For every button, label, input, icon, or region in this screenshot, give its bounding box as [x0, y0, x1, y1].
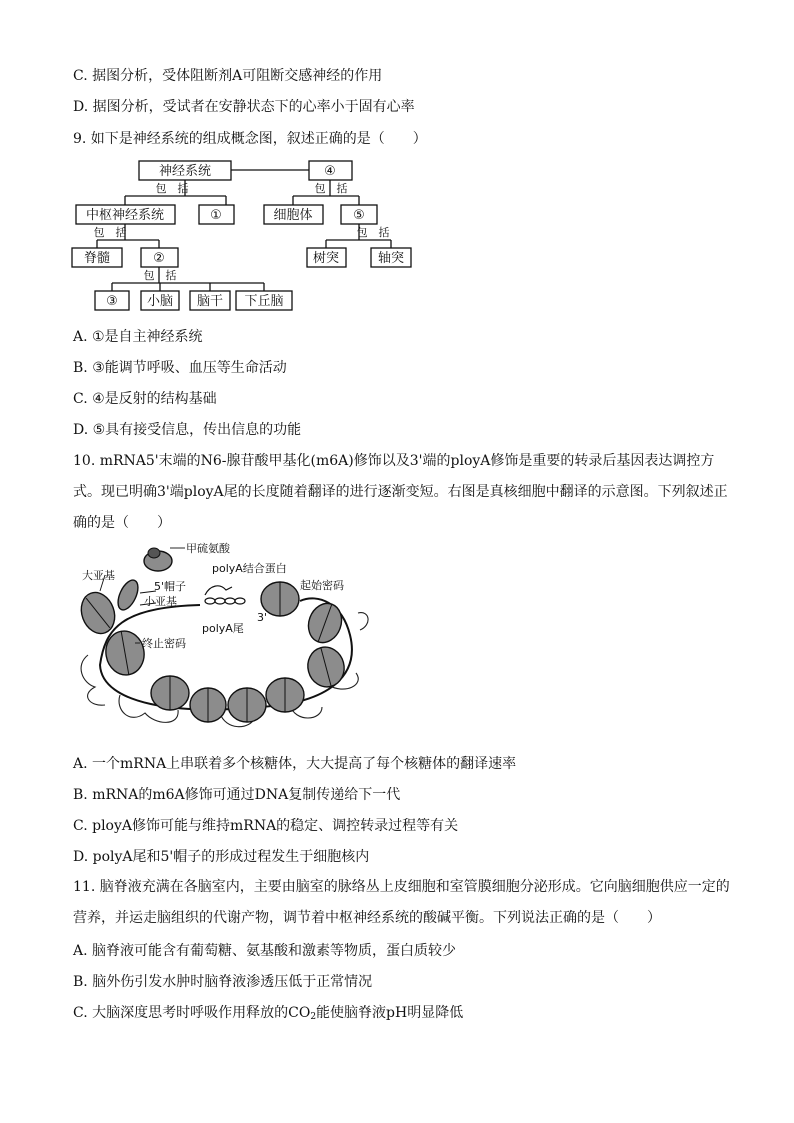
node-cns: 中枢神经系统: [85, 208, 165, 223]
node-4: ④: [324, 164, 336, 179]
label-three-prime: 3': [257, 611, 268, 624]
label-start-codon: 起始密码: [300, 579, 344, 592]
q10-option-c: C. ployA修饰可能与维持mRNA的稳定、调控转录过程等有关: [73, 818, 459, 834]
node-cerebellum: 小脑: [146, 294, 174, 309]
include-label: 包 括: [356, 226, 390, 239]
node-brainstem: 脑干: [196, 294, 224, 309]
node-3: ③: [106, 294, 118, 309]
q11-option-c: [73, 1004, 463, 1026]
include-label: 包 括: [93, 226, 127, 239]
q8-option-c: C. 据图分析，受体阻断剂A可阻断交感神经的作用: [73, 68, 383, 84]
node-cell-body: 细胞体: [273, 208, 313, 223]
include-label: 包 括: [314, 182, 348, 195]
q9-option-c: C. ④是反射的结构基础: [73, 391, 217, 407]
q10-option-b: B. mRNA的m6A修饰可通过DNA复制传递给下一代: [73, 787, 401, 803]
q9-option-a: A. ①是自主神经系统: [73, 329, 203, 345]
node-spinal-cord: 脊髓: [83, 251, 111, 266]
q9-option-b: B. ③能调节呼吸、血压等生命活动: [73, 360, 287, 376]
q11-option-a: A. 脑脊液可能含有葡萄糖、氨基酸和激素等物质，蛋白质较少: [73, 943, 457, 959]
include-label: 包 括: [155, 182, 189, 195]
label-polya-tail: polyA尾: [202, 622, 244, 635]
translation-polyribosome-figure: [60, 535, 380, 735]
q11-option-c-text: C. 大脑深度思考时呼吸作用释放的CO: [73, 1005, 311, 1021]
q11-option-b: B. 脑外伤引发水肿时脑脊液渗透压低于正常情况: [73, 974, 373, 990]
node-2: ②: [153, 251, 165, 266]
q10-option-d: D. polyA尾和5'帽子的形成过程发生于细胞核内: [73, 849, 370, 865]
label-large-subunit: 大亚基: [82, 569, 115, 582]
node-1: ①: [210, 208, 222, 223]
nervous-system-concept-diagram: [0, 0, 794, 320]
node-dendrite: 树突: [312, 251, 340, 266]
q11-option-c-subscript: 2: [310, 1012, 317, 1022]
label-polya-protein: polyA结合蛋白: [212, 562, 287, 575]
node-nervous-system: 神经系统: [158, 164, 212, 179]
label-methionine: 甲硫氨酸: [186, 542, 230, 555]
label-small-subunit: 小亚基: [144, 595, 177, 608]
q10-stem: 10. mRNA5'末端的N6-腺苷酸甲基化(m6A)修饰以及3'端的ployA修饰是重要的转录后基因表达调控方式。现已明确3'端ployA尾的长度随着翻译的进行逐渐变短。右图是真核细胞中翻译的示意图。下列叙述正确的是（ ）: [73, 453, 728, 531]
node-axon: 轴突: [377, 251, 405, 266]
q8-option-d: D. 据图分析，受试者在安静状态下的心率小于固有心率: [73, 99, 415, 115]
q11-option-c-text-end: 能使脑脊液pH明显降低: [316, 1005, 464, 1021]
q11-stem: 11. 脑脊液充满在各脑室内，主要由脑室的脉络丛上皮细胞和室管膜细胞分泌形成。它向脑细胞供应一定的营养，并运走脑组织的代谢产物，调节着中枢神经系统的酸碱平衡。下列说法正确的是（ ）: [73, 879, 730, 926]
node-hypothalamus: 下丘脑: [244, 294, 284, 309]
label-cap: 5'帽子: [154, 580, 187, 593]
q9-option-d: D. ⑤具有接受信息，传出信息的功能: [73, 422, 302, 438]
node-5: ⑤: [353, 208, 365, 223]
q9-stem: 9. 如下是神经系统的组成概念图，叙述正确的是（ ）: [73, 131, 427, 147]
include-label: 包 括: [143, 269, 177, 282]
q10-option-a: A. 一个mRNA上串联着多个核糖体，大大提高了每个核糖体的翻译速率: [73, 756, 517, 772]
label-stop-codon: 终止密码: [142, 637, 186, 650]
